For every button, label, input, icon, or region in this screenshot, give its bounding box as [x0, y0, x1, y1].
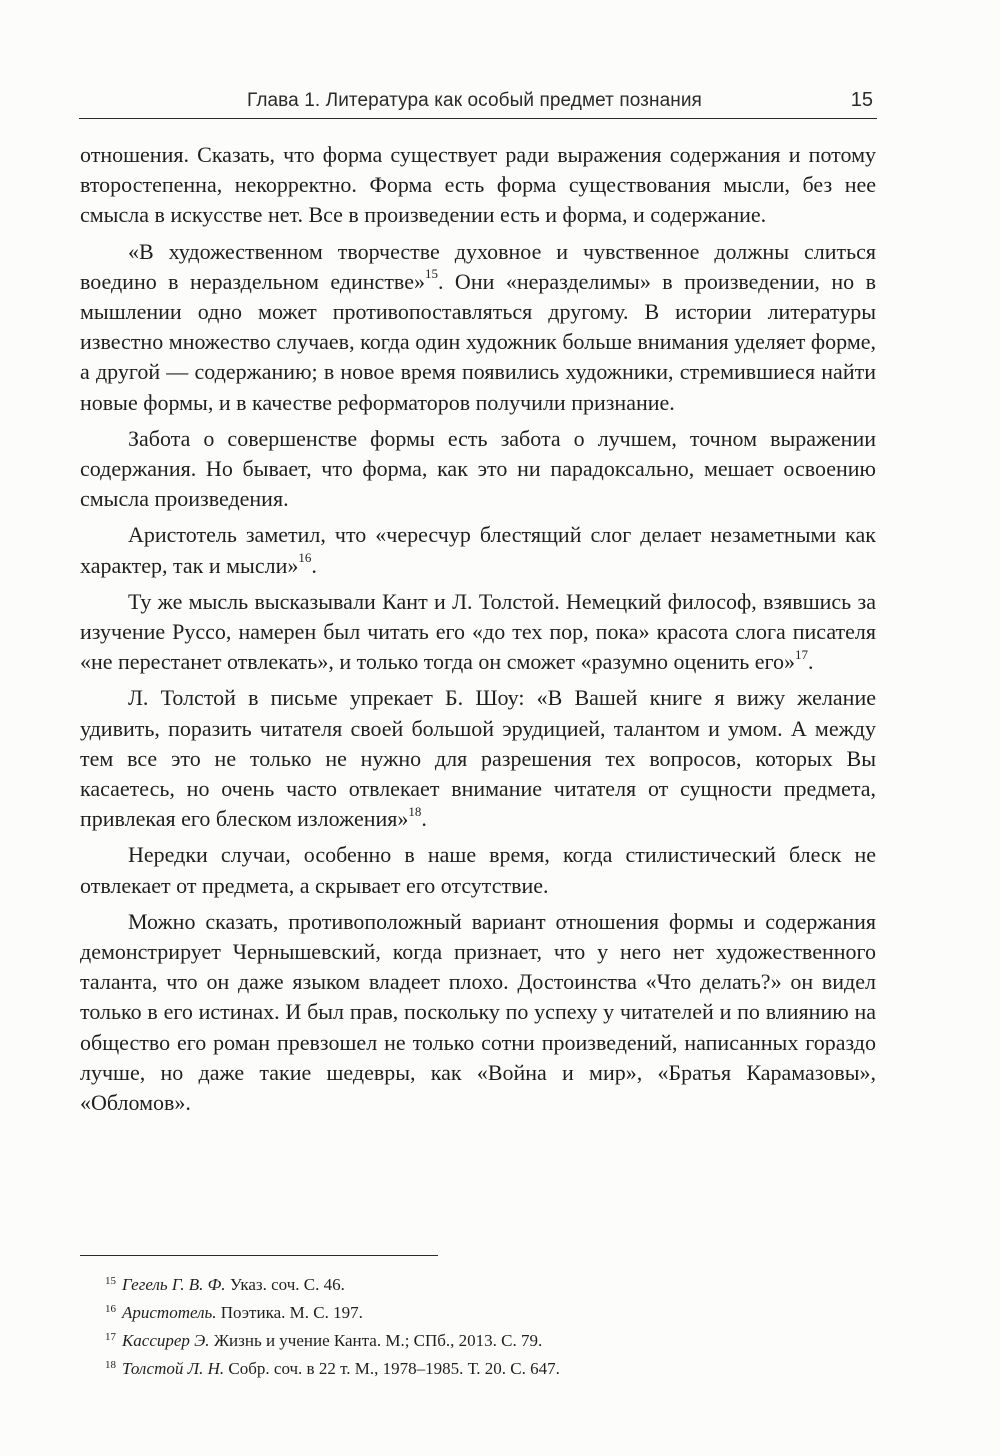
footnote-text: Поэтика. М. С. 197.	[220, 1303, 363, 1322]
paragraph-text: Л. Толстой в письме упрекает Б. Шоу: «В Вашей книге я вижу желание удивить, поразить читателя своей большой эрудицией, талантом и умом. А между тем все это не только не нужно для разрешения тех вопросов, которых Вы касаетесь, но очень часто отвлекает внимание читателя от сущности предмета, привлекая его блеском изложения»	[80, 685, 876, 832]
footnote-mark: 18	[105, 1359, 116, 1371]
paragraph-6	[80, 683, 876, 834]
paragraph-2	[80, 237, 876, 418]
paragraph-text: .	[311, 552, 317, 578]
footnote-15	[105, 1272, 865, 1300]
footnote-ref-18[interactable]: 18	[408, 803, 422, 819]
paragraph-4	[80, 520, 876, 580]
main-text	[80, 140, 876, 1124]
paragraph-text: Нередки случаи, особенно в наше время, когда стилистический блеск не отвлекает от предмета, а скрывает его отсутствие.	[80, 842, 876, 898]
paragraph-7	[80, 840, 876, 900]
footnote-author: Гегель Г. В. Ф.	[122, 1275, 226, 1294]
footnotes	[105, 1272, 865, 1384]
paragraph-text: отношения. Сказать, что форма существует ради выражения содержания и потому второстепенна, некорректно. Форма есть форма существования мысли, без нее смысла в искусстве нет. Все в произведении есть и форма, и содержание.	[80, 142, 876, 228]
footnote-18	[105, 1356, 865, 1384]
paragraph-text: «В художественном творчестве духовное и чувственное должны слиться воедино в нераздельном единстве»	[80, 238, 876, 294]
paragraph-text: Ту же мысль высказывали Кант и Л. Толстой. Немецкий философ, взявшись за изучение Руссо, намерен был читать его «до тех пор, пока» красота слога писателя «не перестанет отвлекать», и только тогда он сможет «разумно оценить его»	[80, 588, 876, 675]
footnote-16	[105, 1300, 865, 1328]
paragraph-8	[80, 907, 876, 1118]
paragraph-1	[80, 140, 876, 231]
paragraph-text: Аристотель заметил, что «чересчур блестящий слог делает незаметными как характер, так и мысли»	[80, 522, 876, 578]
paragraph-text: .	[421, 806, 427, 832]
footnote-mark: 17	[105, 1331, 116, 1343]
paragraph-5	[80, 587, 876, 678]
paragraph-text: Можно сказать, противоположный вариант отношения формы и содержания демонстрирует Чернышевский, когда признает, что у него нет художественного таланта, что он даже языком владеет плохо. Достоинства «Что делать?» он видел только в его истинах. И был прав, поскольку по успеху у читателей и по влиянию на общество его роман превзошел не только сотни произведений, написанных гораздо лучше, но даже такие шедевры, как «Война и мир», «Братья Карамазовы», «Обломов».	[80, 908, 876, 1116]
footnote-author: Толстой Л. Н.	[122, 1359, 225, 1378]
footnote-author: Аристотель.	[122, 1303, 217, 1322]
footnote-separator	[80, 1255, 438, 1256]
paragraph-text: Забота о совершенстве формы есть забота о лучшем, точном выражении содержания. Но бывает, что форма, как это ни парадоксально, мешает освоению смысла произведения.	[80, 425, 876, 512]
footnote-17	[105, 1328, 865, 1356]
footnote-text: Жизнь и учение Канта. М.; СПб., 2013. С. 79.	[213, 1331, 543, 1350]
running-header	[79, 86, 877, 119]
footnote-ref-17[interactable]: 17	[795, 646, 808, 662]
footnote-author: Кассирер Э.	[122, 1331, 210, 1350]
footnote-mark: 16	[105, 1303, 116, 1315]
footnote-text: Указ. соч. С. 46.	[229, 1275, 345, 1294]
chapter-title: Глава 1. Литература как особый предмет познания	[247, 90, 702, 111]
page-number: 15	[850, 89, 873, 111]
footnote-mark: 15	[105, 1275, 116, 1287]
footnote-ref-16[interactable]: 16	[298, 550, 312, 566]
paragraph-text: .	[808, 649, 814, 675]
paragraph-text: . Они «неразделимы» в произведении, но в мышлении одно может противопоставляться другому. В истории литературы известно множество случаев, когда один художник больше внимания уделяет форме, а другой — содержанию; в новое время появились художники, стремившиеся найти новые формы, и в качестве реформаторов получили признание.	[80, 268, 876, 415]
footnote-ref-15[interactable]: 15	[424, 266, 438, 282]
paragraph-3	[80, 424, 876, 515]
footnote-text: Собр. соч. в 22 т. М., 1978–1985. Т. 20. С. 647.	[228, 1359, 560, 1378]
